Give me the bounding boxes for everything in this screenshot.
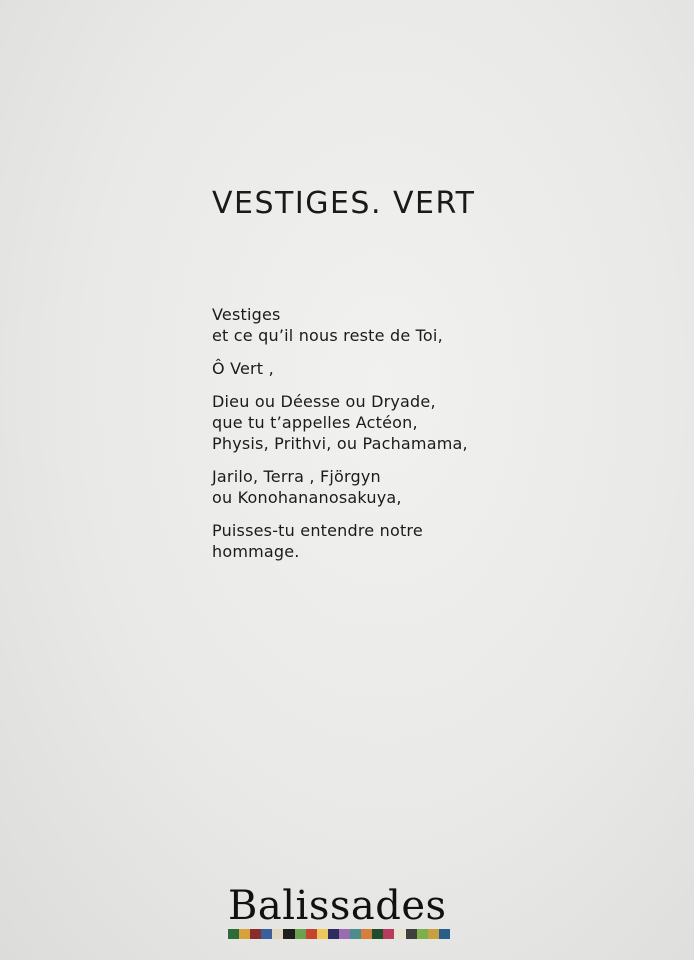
poem-line: Dieu ou Déesse ou Dryade, <box>212 392 436 411</box>
logo-band-segment <box>350 929 361 939</box>
logo-band-segment <box>428 929 439 939</box>
logo-band-segment <box>417 929 428 939</box>
poem-title: VESTIGES. VERT <box>212 186 476 221</box>
poem-stanza-4 <box>212 466 512 508</box>
logo-band-segment <box>439 929 450 939</box>
poem-line: et ce qu’il nous reste de Toi, <box>212 326 443 345</box>
logo-band-segment <box>272 929 283 939</box>
logo-band-segment <box>228 929 239 939</box>
logo-band-segment <box>283 929 294 939</box>
poem-stanza-5 <box>212 520 512 562</box>
poem-body <box>212 304 512 574</box>
poem-line: que tu t’appelles Actéon, <box>212 413 418 432</box>
logo-band-segment <box>239 929 250 939</box>
logo-color-band <box>228 929 450 939</box>
poem-stanza-3 <box>212 391 512 454</box>
logo-band-segment <box>306 929 317 939</box>
poem-line: hommage. <box>212 542 300 561</box>
poem-line: Physis, Prithvi, ou Pachamama, <box>212 434 468 453</box>
poem-stanza-1 <box>212 304 512 346</box>
publisher-logo-text: Balissades <box>228 883 447 929</box>
logo-band-segment <box>339 929 350 939</box>
logo-band-segment <box>394 929 405 939</box>
poem-stanza-2 <box>212 358 512 379</box>
poem-line: Vestiges <box>212 305 281 324</box>
poem-line: ou Konohananosakuya, <box>212 488 402 507</box>
logo-band-segment <box>250 929 261 939</box>
logo-band-segment <box>372 929 383 939</box>
poem-line: Puisses-tu entendre notre <box>212 521 423 540</box>
poem-line: Jarilo, Terra , Fjörgyn <box>212 467 381 486</box>
logo-band-segment <box>361 929 372 939</box>
publisher-logo <box>228 884 453 939</box>
logo-band-segment <box>406 929 417 939</box>
logo-band-segment <box>383 929 394 939</box>
poem-line: Ô Vert , <box>212 359 274 378</box>
logo-band-segment <box>328 929 339 939</box>
logo-band-segment <box>261 929 272 939</box>
logo-band-segment <box>295 929 306 939</box>
logo-band-segment <box>317 929 328 939</box>
